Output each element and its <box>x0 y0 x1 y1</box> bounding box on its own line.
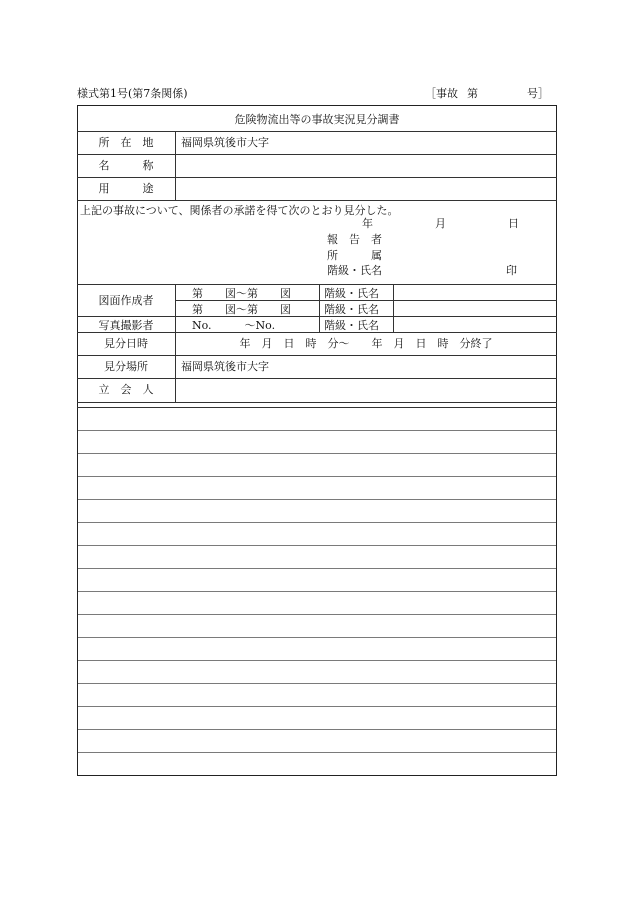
name-label: 名 称 <box>98 159 154 172</box>
date-year: 年 <box>362 217 373 230</box>
location-value: 福岡県筑後市大字 <box>181 136 269 149</box>
photographer-label: 写真撮影者 <box>98 319 154 332</box>
date-month: 月 <box>435 217 446 230</box>
date-day: 日 <box>508 217 519 230</box>
ruled-writing-area[interactable] <box>78 407 556 775</box>
purpose-label: 用 途 <box>98 182 154 195</box>
photo-range: No. 〜No. <box>192 319 276 332</box>
statement-text: 上記の事故について、関係者の承諾を得て次のとおり見分した。 <box>80 204 399 217</box>
case-number-dai: 第 <box>467 87 478 100</box>
photo-rank: 階級・氏名 <box>324 319 379 332</box>
reporter-label: 報 告 者 <box>327 233 382 246</box>
location-label: 所 在 地 <box>98 136 154 149</box>
witness-label: 立 会 人 <box>98 383 154 396</box>
drawing-rank-2: 階級・氏名 <box>324 303 379 316</box>
seal-mark: 印 <box>506 264 517 277</box>
affiliation-label: 所 属 <box>327 249 382 262</box>
form-number: 様式第1号(第7条関係) <box>77 87 188 100</box>
case-number-open: ［事故 <box>425 87 458 100</box>
form-title: 危険物流出等の事故実況見分調書 <box>234 113 400 126</box>
drawing-range-1: 第 図〜第 図 <box>192 287 291 300</box>
inspection-place-label: 見分場所 <box>104 360 148 373</box>
inspection-place-value: 福岡県筑後市大字 <box>181 360 269 373</box>
drawing-rank-1: 階級・氏名 <box>324 287 379 300</box>
inspection-time-label: 見分日時 <box>104 337 148 350</box>
rank-name-label: 階級・氏名 <box>327 264 382 277</box>
inspection-time-value: 年 月 日 時 分〜 年 月 日 時 分終了 <box>239 337 493 350</box>
drawing-range-2: 第 図〜第 図 <box>192 303 291 316</box>
case-number-go: 号］ <box>527 87 549 100</box>
drawing-creator-label: 図面作成者 <box>98 294 154 307</box>
